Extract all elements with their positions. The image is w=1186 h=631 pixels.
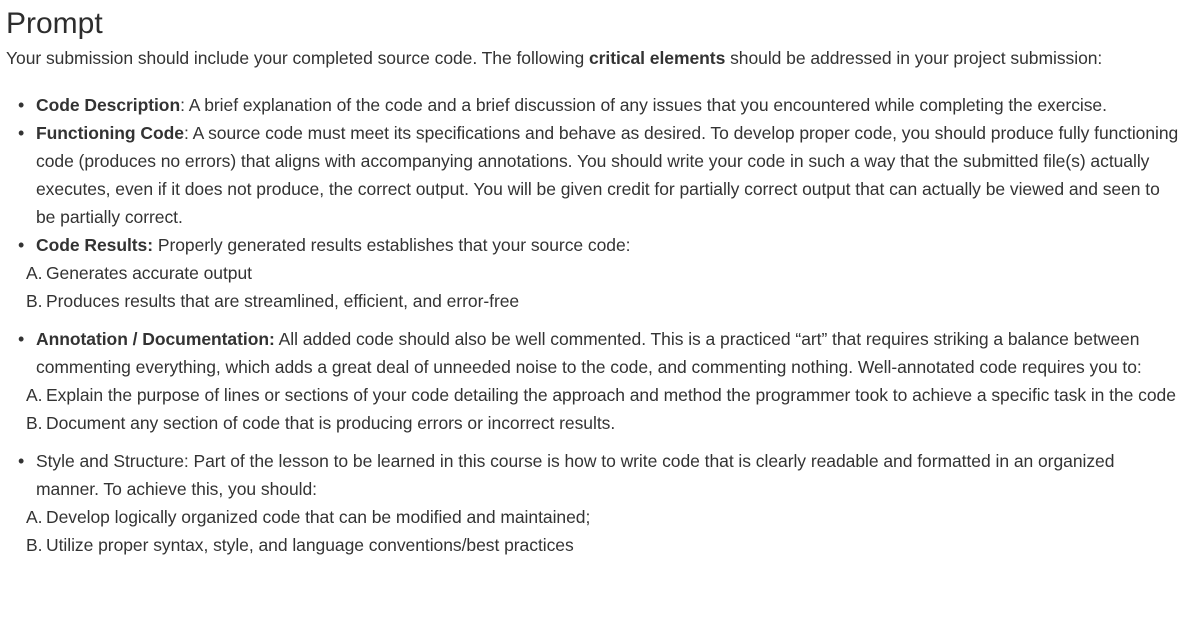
item-label: Code Description: [36, 95, 181, 115]
critical-elements-list: [6, 91, 1182, 559]
intro-text-before: Your submission should include your completed source code. The following: [6, 48, 589, 68]
item-text: All added code should also be well commented. This is a practiced “art” that requires striking a balance between commenting everything, which adds a great deal of unneeded noise to the code, and commenting nothing. Well-annotated code requires you to:: [36, 329, 1142, 377]
item-text: Properly generated results establishes that your source code:: [153, 235, 631, 255]
item-label: Functioning Code: [36, 123, 184, 143]
sub-item-text: Utilize proper syntax, style, and language conventions/best practices: [46, 535, 574, 555]
sub-item-text: Produces results that are streamlined, efficient, and error-free: [46, 291, 520, 311]
list-item-style-and-structure: [6, 447, 1182, 559]
sub-list: [26, 381, 1182, 437]
sub-item-letter: A.: [26, 385, 43, 405]
sub-list: [26, 503, 1182, 559]
sub-list-item: [16, 409, 1182, 437]
page-title: Prompt: [6, 7, 103, 40]
item-text: Style and Structure: Part of the lesson to be learned in this course is how to write code that is clearly readable and formatted in an organized manner. To achieve this, you should:: [36, 451, 1115, 499]
sub-item-text: Explain the purpose of lines or sections of your code detailing the approach and method the programmer took to achieve a specific task in the code: [46, 385, 1176, 405]
sub-item-text: Generates accurate output: [46, 263, 252, 283]
intro-paragraph: [6, 45, 1182, 71]
intro-bold-text: critical elements: [588, 48, 726, 68]
item-label: Code Results:: [36, 235, 154, 255]
bullet-icon: •: [18, 123, 25, 143]
sub-item-letter: A.: [26, 507, 43, 527]
list-item-functioning-code: [6, 119, 1182, 231]
sub-item-text: Document any section of code that is producing errors or incorrect results.: [46, 413, 616, 433]
item-label: Annotation / Documentation:: [36, 329, 275, 349]
intro-text-after: should be addressed in your project submission:: [725, 48, 1103, 68]
sub-list-item: [16, 503, 1182, 531]
list-item-code-results: [6, 231, 1182, 315]
sub-item-letter: A.: [26, 263, 43, 283]
bullet-icon: •: [18, 235, 25, 255]
item-text: : A source code must meet its specifications and behave as desired. To develop proper code, you should produce fully functioning code (produces no errors) that aligns with accompanying annotations. You should write your code in such a way that the submitted file(s) actually executes, even if it does not produce, the correct output. You will be given credit for partially correct output that can actually be viewed and seen to be partially correct.: [36, 123, 1179, 227]
sub-list-item: [16, 381, 1182, 409]
sub-list-item: [16, 259, 1182, 287]
bullet-icon: •: [18, 451, 25, 471]
sub-item-letter: B.: [26, 535, 43, 555]
bullet-icon: •: [18, 95, 25, 115]
bullet-icon: •: [18, 329, 25, 349]
sub-list-item: [16, 531, 1182, 559]
sub-item-letter: B.: [26, 413, 43, 433]
list-item-code-description: [6, 91, 1182, 119]
list-item-annotation-documentation: [6, 325, 1182, 437]
item-text: : A brief explanation of the code and a brief discussion of any issues that you encountered while completing the exercise.: [180, 95, 1107, 115]
sub-list-item: [16, 287, 1182, 315]
sub-item-letter: B.: [26, 291, 43, 311]
sub-list: [26, 259, 1182, 315]
sub-item-text: Develop logically organized code that can be modified and maintained;: [46, 507, 591, 527]
